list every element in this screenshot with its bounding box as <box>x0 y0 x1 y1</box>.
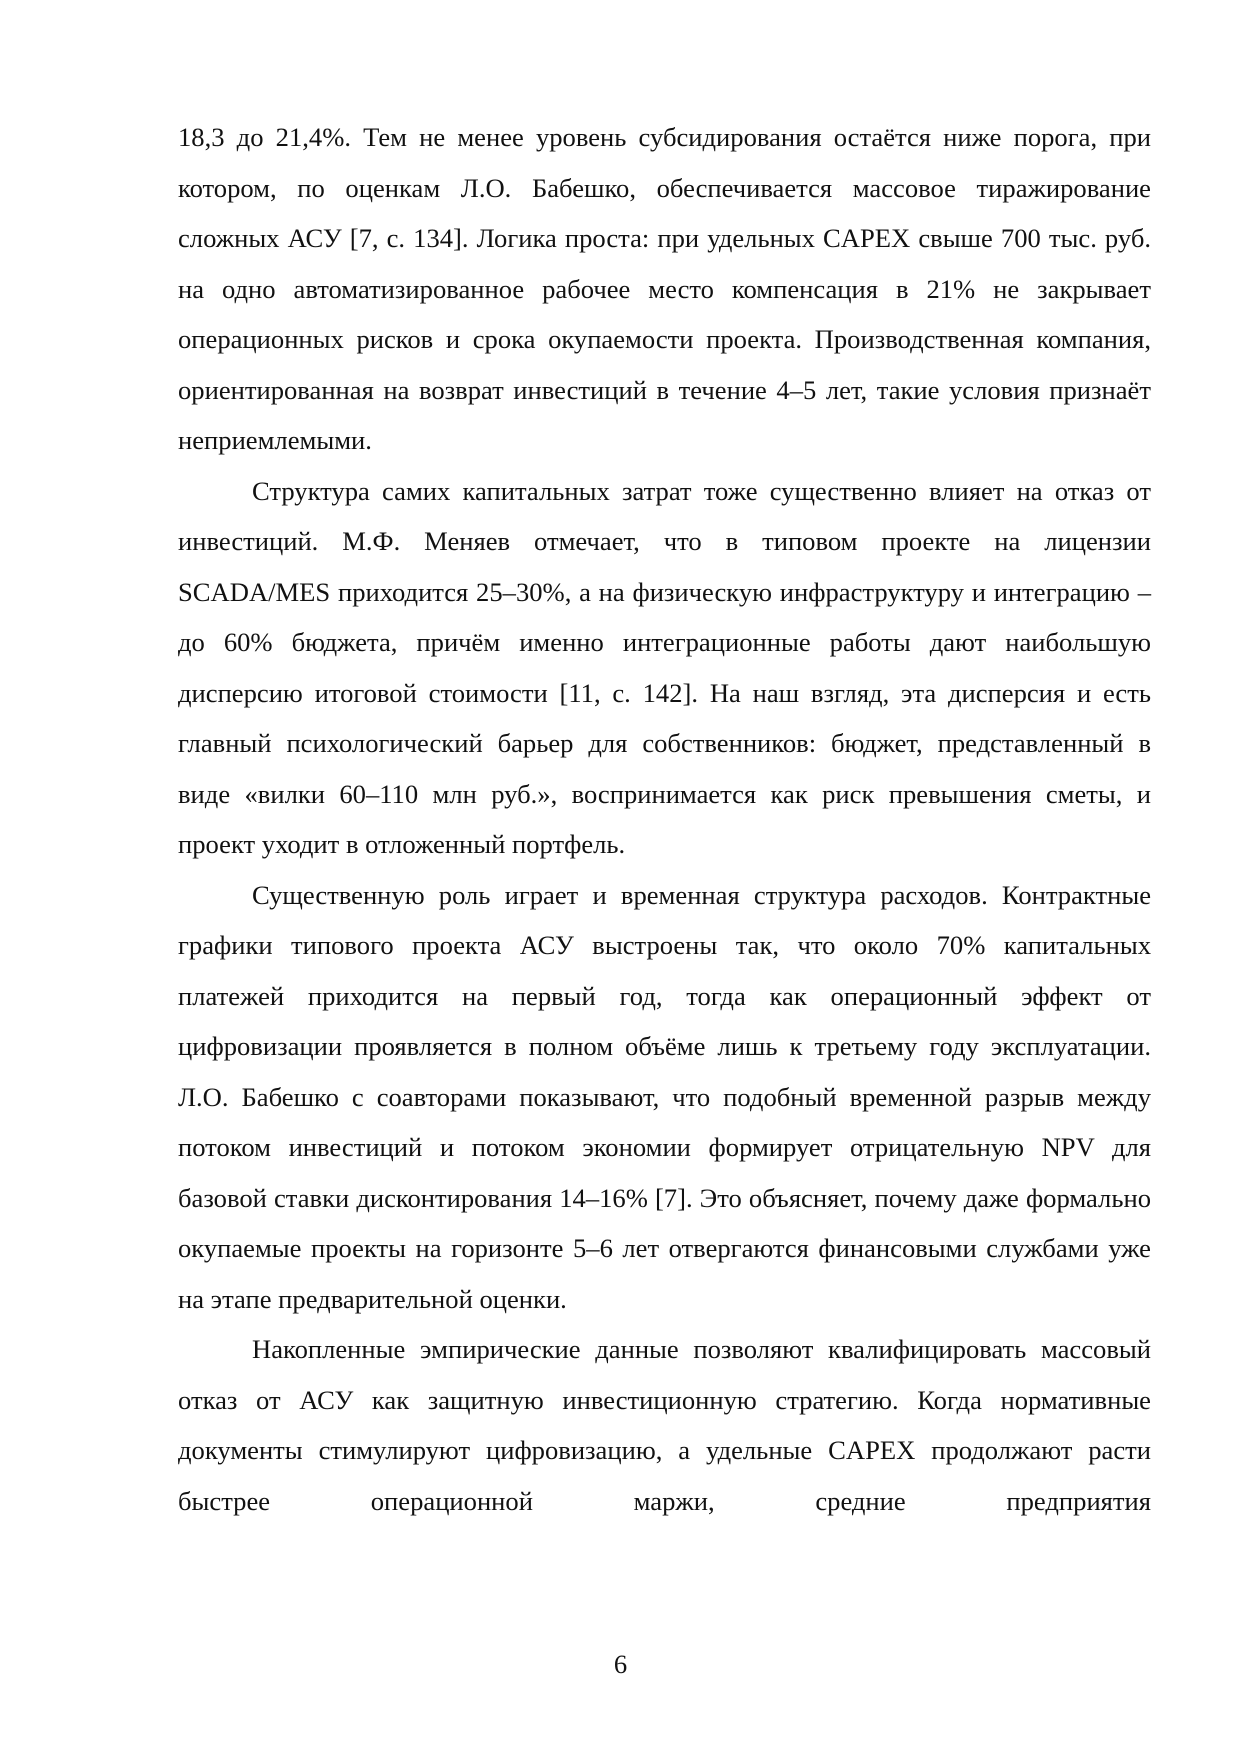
page-number: 6 <box>613 1649 628 1679</box>
paragraph-1: 18,3 до 21,4%. Тем не менее уровень субсидирования остаётся ниже порога, при котором, по оценкам Л.О. Бабешко, обеспечивается массовое тиражирование сложных АСУ [7, с. 134]. Логика проста: при удельных CAPEX свыше 700 тыс. руб. на одно автоматизированное рабочее место компенсация в 21% не закрывает операционных рисков и срока окупаемости проекта. Производственная компания, ориентированная на возврат инвестиций в течение 4–5 лет, такие условия признаёт неприемлемыми. <box>178 122 1151 455</box>
paragraph-4: Накопленные эмпирические данные позволяют квалифицировать массовый отказ от АСУ как защитную инвестиционную стратегию. Когда нормативные документы стимулируют цифровизацию, а удельные CAPEX продолжают расти быстрее операционной маржи, средние предприятия <box>178 1334 1151 1516</box>
paragraph-3: Существенную роль играет и временная структура расходов. Контрактные графики типового проекта АСУ выстроены так, что около 70% капитальных платежей приходится на первый год, тогда как операционный эффект от цифровизации проявляется в полном объёме лишь к третьему году эксплуатации. Л.О. Бабешко с соавторами показывают, что подобный временной разрыв между потоком инвестиций и потоком экономии формирует отрицательную NPV для базовой ставки дисконтирования 14–16% [7]. Это объясняет, почему даже формально окупаемые проекты на горизонте 5–6 лет отвергаются финансовыми службами уже на этапе предварительной оценки. <box>178 879 1151 1314</box>
paragraph-2: Структура самих капитальных затрат тоже существенно влияет на отказ от инвестиций. М.Ф. Меняев отмечает, что в типовом проекте на лицензии SCADA/MES приходится 25–30%, а на физическую инфраструктуру и интеграцию – до 60% бюджета, причём именно интеграционные работы дают наибольшую дисперсию итоговой стоимости [11, с. 142]. На наш взгляд, эта дисперсия и есть главный психологический барьер для собственников: бюджет, представленный в виде «вилки 60–110 млн руб.», воспринимается как риск превышения сметы, и проект уходит в отложенный портфель. <box>178 475 1151 859</box>
page-body <box>178 112 1151 1526</box>
